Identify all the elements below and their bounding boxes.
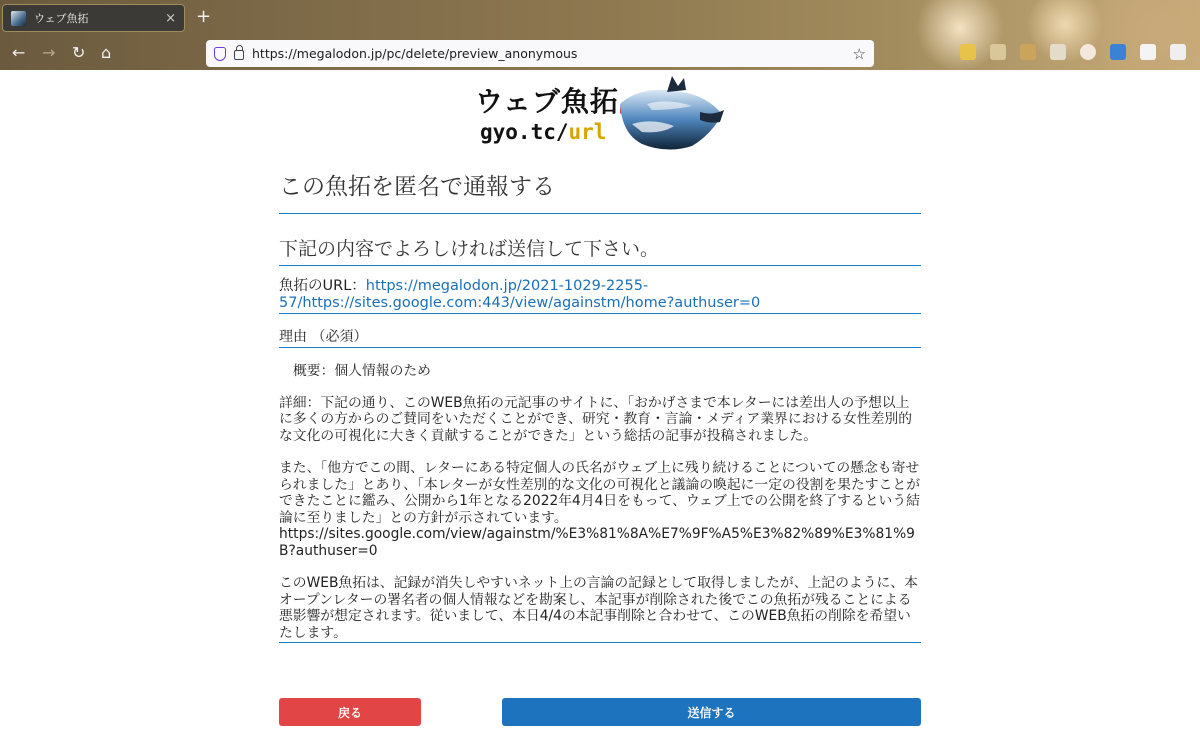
favicon-icon — [11, 11, 26, 26]
lock-icon[interactable] — [234, 50, 244, 60]
gyotaku-url-row — [279, 278, 921, 314]
tracking-shield-icon[interactable] — [214, 47, 226, 61]
tab-title: ウェブ魚拓 — [34, 12, 89, 25]
url-bar[interactable] — [206, 40, 874, 67]
reason-text — [279, 363, 921, 643]
menu-icon[interactable] — [1170, 44, 1186, 60]
page-title: この魚拓を匿名で通報する — [279, 170, 921, 214]
logo-domain-main: gyo.tc/ — [480, 120, 569, 144]
logo-domain-accent: url — [568, 120, 607, 144]
gyotaku-url-link[interactable]: https://megalodon.jp/2021-1029-2255-57/https://sites.google.com:443/view/againstm/home?authuser=0 — [279, 278, 761, 311]
url-text[interactable]: https://megalodon.jp/pc/delete/preview_anonymous — [252, 46, 578, 61]
reload-button[interactable]: ↻ — [72, 43, 86, 62]
toolbar-icons — [960, 44, 1186, 60]
logo-domain — [480, 120, 606, 144]
reason-detail-3: このWEB魚拓は、記録が消失しやすいネット上の言論の記録として取得しましたが、上記のように、本オープンレターの署名者の個人情報などを勘案し、本記事が削除された後でこの魚拓が残ることによる悪影響が想定されます。従いまして、本日4/4の本記事削除と合わせて、このWEB魚拓の削除を希望いたします。 — [279, 575, 918, 641]
report-form — [279, 170, 921, 643]
reason-label: 理由 （必須） — [279, 328, 921, 348]
bookmark-star-icon[interactable]: ☆ — [852, 44, 866, 63]
reason-detail-2: また、「他方でこの間、レターにある特定個人の氏名がウェブ上に残り続けることについての懸念も寄せられました」とあり、「本レターが女性差別的な文化の可視化と議論の喚起に一定の役割を果たすことができたことに鑑み、公開から1年となる2022年4月4日をもって、ウェブ上での公開を終了するという結論に至りました」との方針が示されています。 https://sites.google.com/view/againstm/%E3%81%8A%E7%9F%A5%E3%82%89%E3%81%9B?authuser=0 — [279, 460, 920, 559]
reason-detail-1: 詳細：下記の通り、このWEB魚拓の元記事のサイトに、「おかげさまで本レターには差出人の予想以上に多くの方からのご賛同をいただくことができ、研究・教育・言論・メディア業界における女性差別的な文化の可視化に大きく貢献することができた」という総括の記事が投稿されました。 — [279, 394, 912, 444]
confirm-heading: 下記の内容でよろしければ送信して下さい。 — [279, 236, 921, 266]
send-button[interactable]: 送信する — [502, 698, 921, 726]
back-nav-button[interactable]: ← — [12, 43, 26, 62]
extension-icon[interactable] — [1020, 44, 1036, 60]
bookmark-icon[interactable] — [1050, 44, 1066, 60]
forward-nav-button[interactable]: → — [42, 43, 56, 62]
close-tab-icon[interactable]: × — [165, 10, 176, 26]
new-tab-button[interactable]: + — [196, 6, 212, 27]
megalodon-fish-image — [612, 74, 727, 154]
logo-title: ウェブ魚拓 — [475, 85, 619, 118]
translate-icon[interactable] — [1110, 44, 1126, 60]
apps-icon[interactable] — [1140, 44, 1156, 60]
pocket-icon[interactable] — [960, 44, 976, 60]
browser-tab[interactable] — [2, 4, 185, 32]
home-button[interactable]: ⌂ — [101, 43, 112, 62]
sync-icon[interactable] — [1080, 44, 1096, 60]
site-logo[interactable] — [470, 72, 730, 154]
url-label: 魚拓のURL： — [279, 278, 366, 294]
browser-chrome — [0, 0, 1200, 70]
reason-summary: 概要：個人情報のため — [293, 363, 431, 379]
downloads-icon[interactable] — [990, 44, 1006, 60]
back-button[interactable]: 戻る — [279, 698, 421, 726]
